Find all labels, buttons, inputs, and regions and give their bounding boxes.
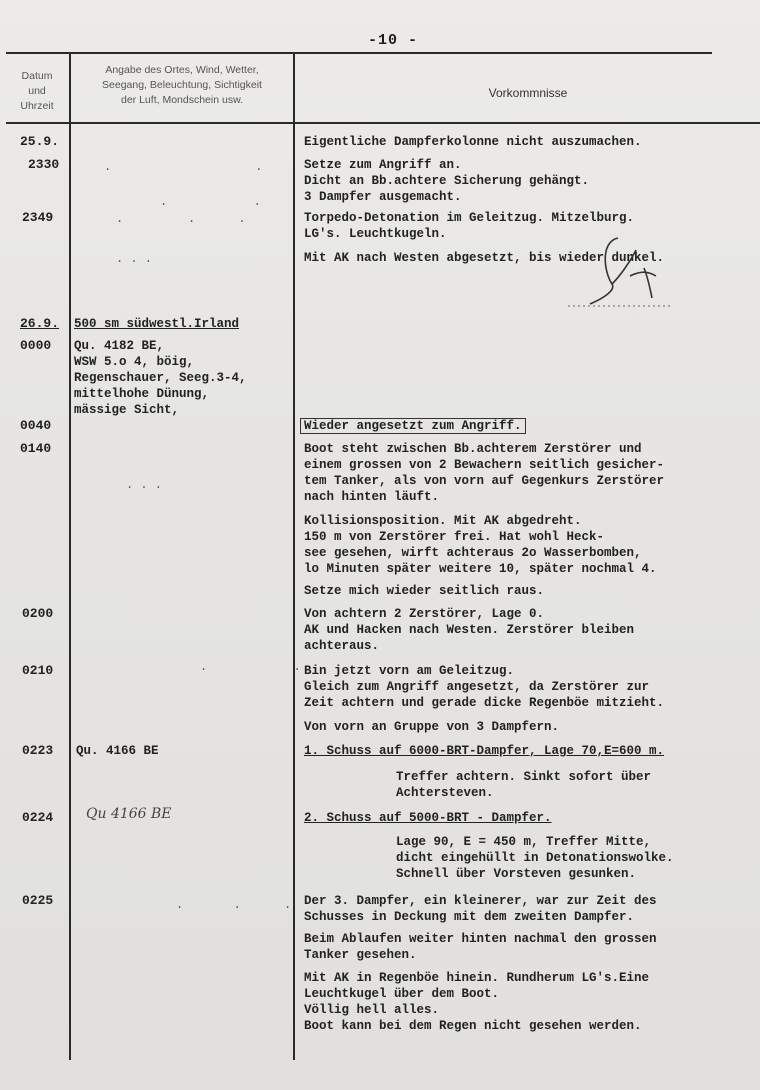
entry-text: 3 Dampfer ausgemacht. xyxy=(304,190,462,204)
entry-place: Regenschauer, Seeg.3-4, xyxy=(74,371,247,385)
entry-place: Qu. 4166 BE xyxy=(76,744,159,758)
entry-place-handwritten: Qu 4166 BE xyxy=(86,806,172,822)
entry-text: Zeit achtern und gerade dicke Regenböe mitzieht. xyxy=(304,696,665,710)
entry-text: Von vorn an Gruppe von 3 Dampfern. xyxy=(304,720,560,734)
entry-date: 26.9. xyxy=(20,316,60,331)
entry-date: 0210 xyxy=(22,663,54,678)
entry-text: Boot steht zwischen Bb.achterem Zerstörer und xyxy=(304,442,642,456)
entry-text: see gesehen, wirft achteraus 2o Wasserbomben, xyxy=(304,546,642,560)
column-divider-2 xyxy=(293,54,295,1060)
entry-date: 2349 xyxy=(22,210,54,225)
header-place-column: Angabe des Ortes, Wind, Wetter, Seegang, Beleuchtung, Sichtigkeit der Luft, Mondschein usw. xyxy=(102,64,262,106)
entry-text: Völlig hell alles. xyxy=(304,1003,440,1017)
entry-text: tem Tanker, als von vorn auf Gegenkurs Zerstörer xyxy=(304,474,665,488)
faint-marks: . . xyxy=(200,660,301,674)
entry-text: Achtersteven. xyxy=(396,786,494,800)
page-number: -10 - xyxy=(368,32,419,49)
entry-text: Mit AK nach Westen abgesetzt, bis wieder dunkel. xyxy=(304,251,665,265)
entry-text: dicht eingehüllt in Detonationswolke. xyxy=(396,851,674,865)
signature-icon xyxy=(560,232,680,312)
entry-text: einem grossen von 2 Bewachern seitlich gesicher- xyxy=(304,458,665,472)
entry-place: mässige Sicht, xyxy=(74,403,180,417)
entry-text: Eigentliche Dampferkolonne nicht auszumachen. xyxy=(304,135,642,149)
entry-text: Lage 90, E = 450 m, Treffer Mitte, xyxy=(396,835,652,849)
header-date-column: Datum und Uhrzeit xyxy=(20,70,54,112)
entry-date: 25.9. xyxy=(20,134,60,149)
entry-text: Wieder angesetzt zum Angriff. xyxy=(304,418,526,434)
faint-marks: . . . xyxy=(126,478,163,492)
entry-text: Boot kann bei dem Regen nicht gesehen werden. xyxy=(304,1019,642,1033)
entry-text: Von achtern 2 Zerstörer, Lage 0. xyxy=(304,607,545,621)
entry-date: 0200 xyxy=(22,606,54,621)
faint-marks: . . . xyxy=(116,212,246,226)
entry-text: 1. Schuss auf 6000-BRT-Dampfer, Lage 70,E=600 m. xyxy=(304,744,665,758)
entry-text: Gleich zum Angriff angesetzt, da Zerstörer zur xyxy=(304,680,650,694)
entry-text: LG's. Leuchtkugeln. xyxy=(304,227,447,241)
entry-date: 0224 xyxy=(22,810,54,825)
header-bottom-rule xyxy=(6,122,760,124)
faint-marks: . . xyxy=(104,160,263,174)
top-rule xyxy=(6,52,712,54)
faint-marks: . . . xyxy=(176,898,292,912)
faint-marks: . . xyxy=(160,195,261,209)
entry-place: 500 sm südwestl.Irland xyxy=(74,317,240,331)
entry-text: Treffer achtern. Sinkt sofort über xyxy=(396,770,652,784)
entry-text: Setze zum Angriff an. xyxy=(304,158,462,172)
entry-text: Dicht an Bb.achtere Sicherung gehängt. xyxy=(304,174,590,188)
entry-date: 2330 xyxy=(28,157,60,172)
entry-text: Mit AK in Regenböe hinein. Rundherum LG's.Eine xyxy=(304,971,650,985)
entry-text: achteraus. xyxy=(304,639,380,653)
column-divider-1 xyxy=(69,54,71,1060)
entry-text: Setze mich wieder seitlich raus. xyxy=(304,584,545,598)
entry-place: Qu. 4182 BE, xyxy=(74,339,165,353)
entry-text: Schnell über Vorsteven gesunken. xyxy=(396,867,637,881)
entry-date: 0000 xyxy=(20,338,52,353)
entry-text: lo Minuten später weitere 10, später nochmal 4. xyxy=(304,562,657,576)
entry-text: Kollisionsposition. Mit AK abgedreht. xyxy=(304,514,582,528)
entry-date: 0223 xyxy=(22,743,54,758)
entry-text: Tanker gesehen. xyxy=(304,948,417,962)
entry-text: Leuchtkugel über dem Boot. xyxy=(304,987,500,1001)
entry-date: 0040 xyxy=(20,418,52,433)
entry-place: WSW 5.o 4, böig, xyxy=(74,355,195,369)
faint-marks: . . . xyxy=(116,252,153,266)
entry-text: 2. Schuss auf 5000-BRT - Dampfer. xyxy=(304,811,552,825)
entry-text: Bin jetzt vorn am Geleitzug. xyxy=(304,664,515,678)
entry-text: Torpedo-Detonation im Geleitzug. Mitzelburg. xyxy=(304,211,635,225)
entry-date: 0140 xyxy=(20,441,52,456)
entry-text: Schusses in Deckung mit dem zweiten Dampfer. xyxy=(304,910,635,924)
entry-text: Der 3. Dampfer, ein kleinerer, war zur Zeit des xyxy=(304,894,657,908)
entry-text: AK und Hacken nach Westen. Zerstörer bleiben xyxy=(304,623,635,637)
header-events-column: Vorkommnisse xyxy=(488,86,568,100)
entry-date: 0225 xyxy=(22,893,54,908)
entry-text: nach hinten läuft. xyxy=(304,490,440,504)
entry-place: mittelhohe Dünung, xyxy=(74,387,210,401)
entry-text: Beim Ablaufen weiter hinten nachmal den grossen xyxy=(304,932,657,946)
entry-text: 150 m von Zerstörer frei. Hat wohl Heck- xyxy=(304,530,605,544)
